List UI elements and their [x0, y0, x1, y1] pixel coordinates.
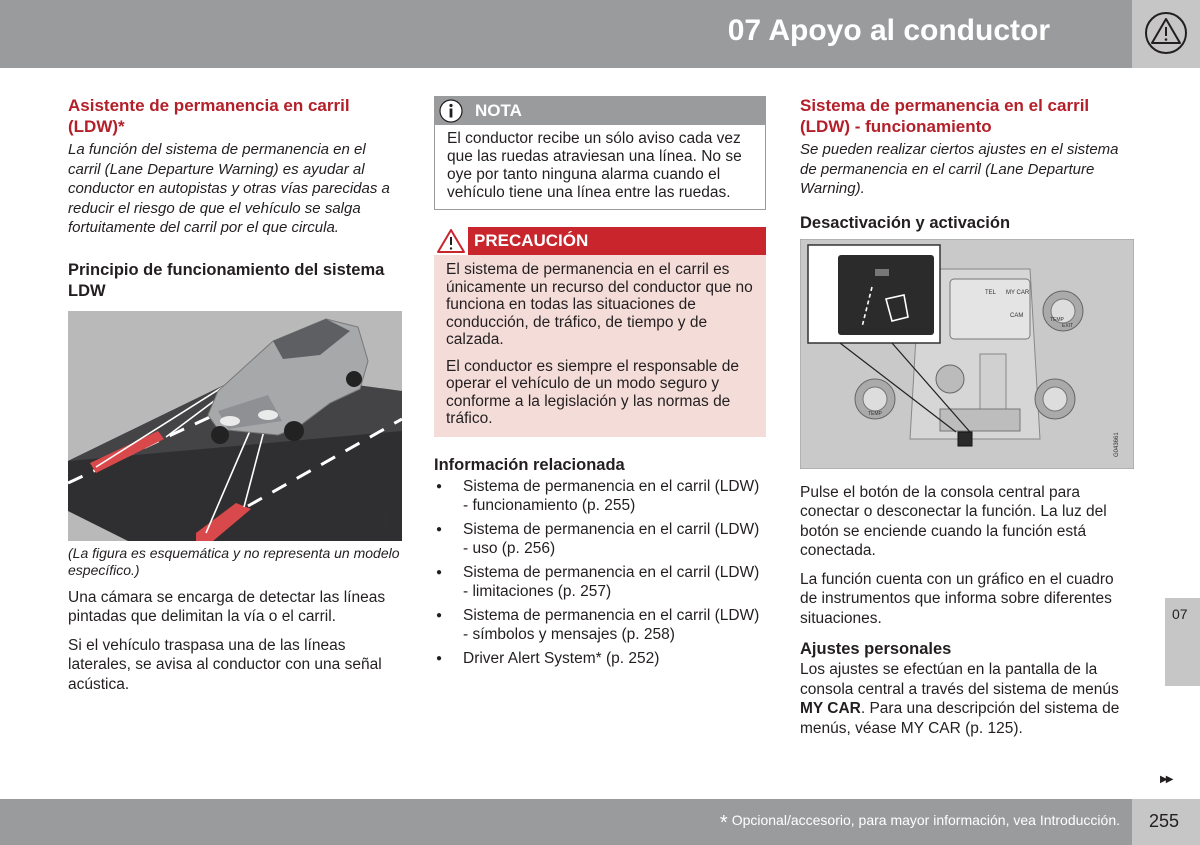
chapter-side-tab-label: 07: [1172, 606, 1188, 622]
section-title-ldw: Asistente de permanencia en carril (LDW)*: [68, 96, 350, 136]
paragraph-camera: Una cámara se encarga de detectar las líneas pintadas que delimitan la vía o el carril.: [68, 588, 386, 625]
warning-body: [434, 255, 766, 437]
subhead-principle: Principio de funcionamiento del sistema LDW: [68, 260, 385, 300]
console-label-temp-left: TEMP: [868, 410, 882, 417]
header-bar: [0, 0, 1132, 68]
info-icon: [439, 99, 463, 123]
paragraph-instrument-graphic: La función cuenta con un gráfico en el cuadro de instrumentos que informa sobre diferentes situaciones.: [800, 570, 1114, 627]
chapter-title: 07 Apoyo al conductor: [727, 14, 1050, 47]
warning-paragraph-2: El conductor es siempre el responsable de operar el vehículo de un modo seguro y conforme a la legislación y las normas de tráfico.: [446, 357, 739, 427]
paragraph-press-button: Pulse el botón de la consola central para conectar o desconectar la función. La luz del botón se enciende cuando la función está conectada.: [800, 483, 1107, 559]
console-label-mycar: MY CAR: [1006, 289, 1030, 296]
note-box: [434, 96, 766, 210]
note-text: El conductor recibe un sólo aviso cada vez que las ruedas atraviesan una línea. No se oye por tanto ninguna alarma cuando el vehículo tiene una línea entre las ruedas.: [447, 130, 742, 201]
footer-bar: [0, 799, 1132, 845]
warning-label: PRECAUCIÓN: [474, 231, 589, 250]
paragraph-warning-signal: Si el vehículo traspasa una de las líneas laterales, se avisa al conductor con una señal acústica.: [68, 636, 382, 693]
intro-ldw: La función del sistema de permanencia en el carril (Lane Departure Warning) es ayudar al conductor en autopistas y otras vías parecidas a reducir el riesgo de que el vehículo se salga fortuitamente del carril por el que circula.: [68, 141, 390, 236]
related-link-2[interactable]: ● Sistema de permanencia en el carril (LDW) - uso (p. 256): [434, 520, 766, 558]
footer-note: [720, 812, 1120, 835]
figure-caption: (La figura es esquemática y no representa un modelo específico.): [68, 544, 400, 578]
header-icon-box: [1132, 0, 1200, 68]
footer-star: *: [719, 812, 728, 834]
column-left: [68, 95, 402, 694]
related-link-5[interactable]: ● Driver Alert System* (p. 252): [434, 649, 766, 668]
console-label-cam: CAM: [1010, 312, 1024, 319]
related-link-4[interactable]: ● Sistema de permanencia en el carril (LDW) - símbolos y mensajes (p. 258): [434, 606, 766, 644]
double-chevron-right-icon: ▶▶: [1160, 774, 1172, 785]
paragraph-settings: [800, 660, 1134, 738]
chapter-side-tab: [1165, 598, 1200, 686]
related-info-title: Información relacionada: [434, 455, 625, 474]
figure-lane-departure: [68, 311, 402, 541]
warning-triangle-icon: [1144, 10, 1188, 56]
console-label-temp-right: TEMP: [1050, 316, 1064, 323]
intro-function: Se pueden realizar ciertos ajustes en el sistema de permanencia en el carril (Lane Departure Warning).: [800, 141, 1119, 197]
page-number-box: [1132, 799, 1200, 845]
column-right: [800, 95, 1134, 738]
figure-code-right: G043661: [1114, 431, 1120, 457]
warning-box: [434, 227, 766, 437]
warning-icon-box: [434, 227, 468, 255]
warning-triangle-icon: [434, 227, 468, 255]
section-title-function: Sistema de permanencia en el carril (LDW) - funcionamiento: [800, 96, 1090, 136]
figure-code-left: G046989: [383, 505, 389, 531]
settings-text-pre: Los ajustes se efectúan en la pantalla de la consola central a través del sistema de menús: [800, 661, 1119, 698]
warning-paragraph-1: El sistema de permanencia en el carril es únicamente un recurso del conductor que no funciona en todas las situaciones de conducción, de tráfico, de tiempo y de calzada.: [446, 261, 753, 348]
column-middle: [434, 96, 766, 673]
subhead-activation: Desactivación y activación: [800, 213, 1011, 232]
related-links-list: [434, 477, 766, 668]
warning-header: [434, 227, 766, 255]
center-console-illustration: [800, 239, 1134, 469]
page-number: 255: [1149, 811, 1180, 831]
note-header: [435, 97, 765, 125]
console-label-exit: EXIT: [1062, 322, 1074, 329]
lane-car-illustration: [68, 311, 402, 541]
console-label-tel: TEL: [985, 289, 997, 296]
related-link-3[interactable]: ● Sistema de permanencia en el carril (LDW) - limitaciones (p. 257): [434, 563, 766, 601]
note-label: NOTA: [475, 101, 522, 120]
settings-text-post: . Para una descripción del sistema de menús, véase MY CAR (p. 125).: [800, 700, 1120, 737]
figure-center-console: [800, 239, 1134, 469]
subhead-personal-settings: Ajustes personales: [800, 640, 952, 658]
footer-note-text: Opcional/accesorio, para mayor información, vea Introducción.: [731, 812, 1120, 828]
my-car-menu-name: MY CAR: [800, 700, 861, 717]
related-link-1[interactable]: ● Sistema de permanencia en el carril (LDW) - funcionamiento (p. 255): [434, 477, 766, 515]
